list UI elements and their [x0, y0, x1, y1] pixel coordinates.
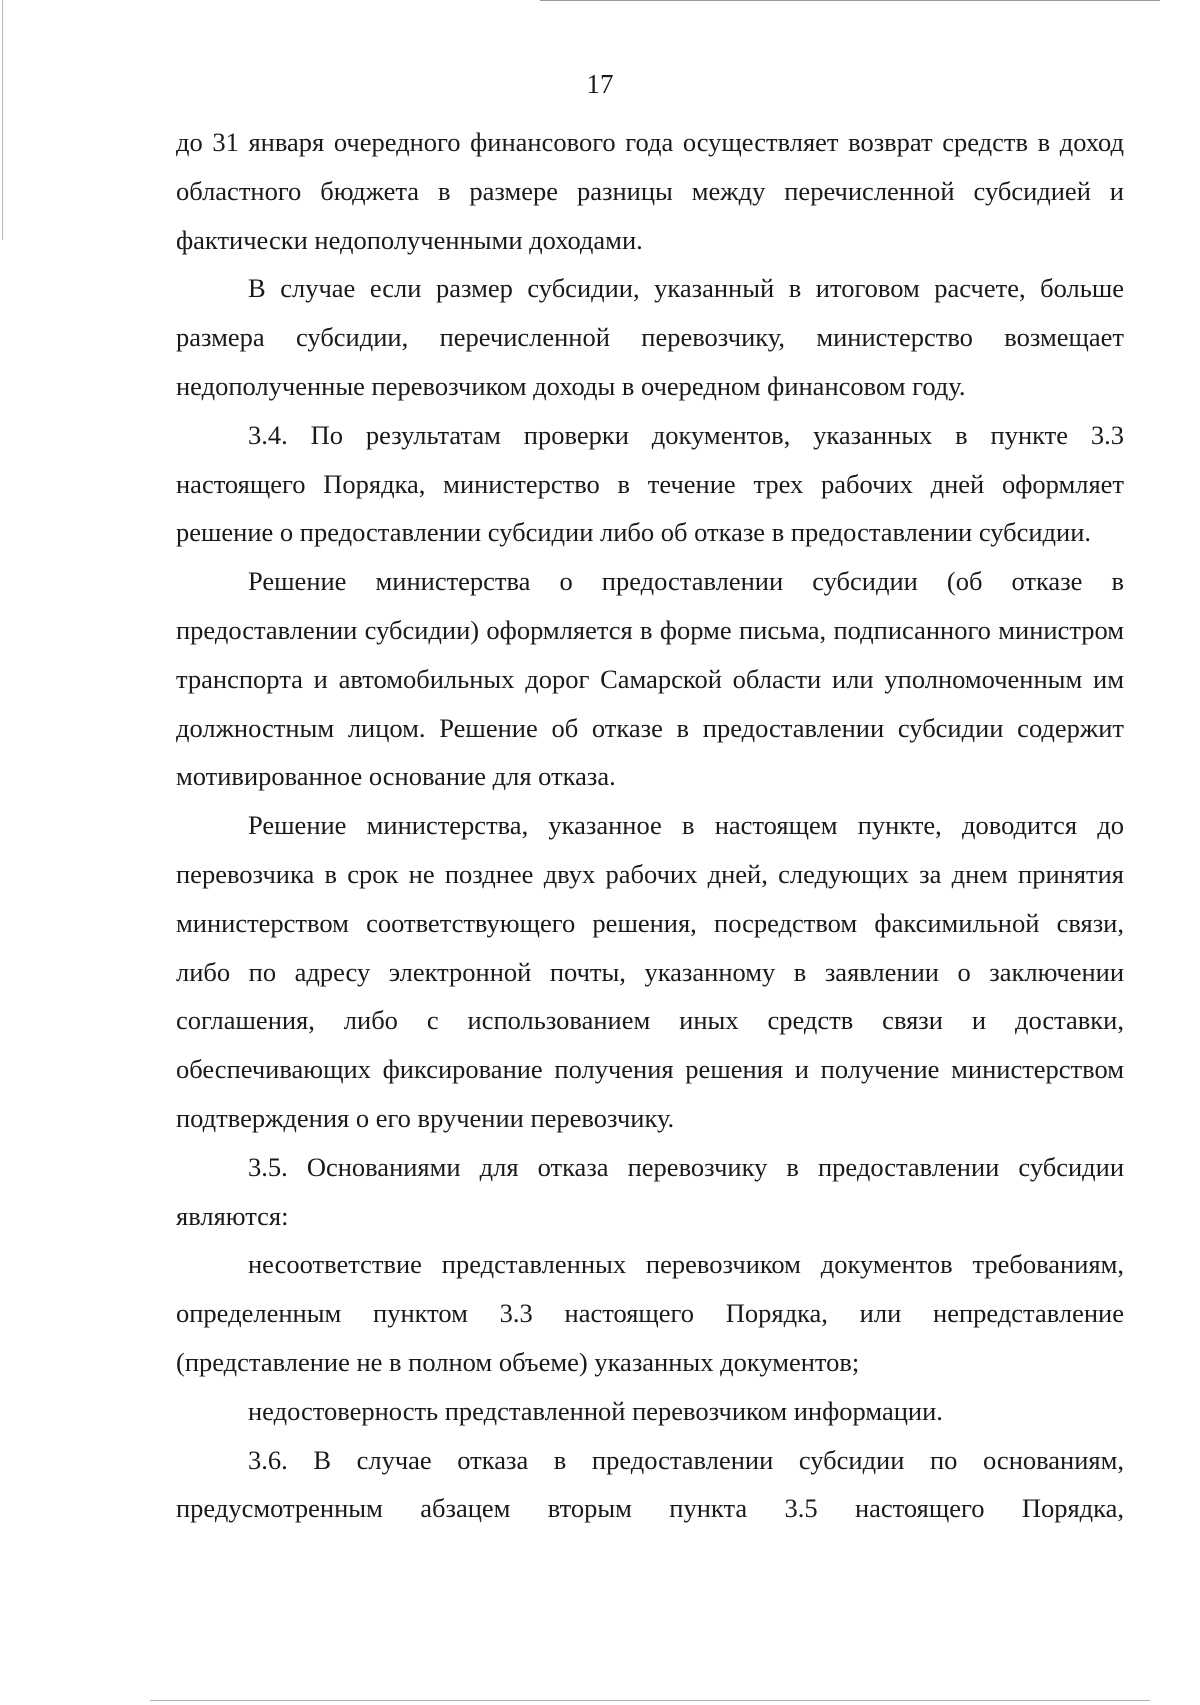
- document-body: [176, 118, 1124, 1533]
- paragraph-3-4: 3.4. По результатам проверки документов, указанных в пункте 3.3 настоящего Порядка, министерство в течение трех рабочих дней оформляет решение о предоставлении субсидии либо об отказе в предоставлении субсидии.: [176, 419, 1124, 548]
- paragraph-3-5: 3.5. Основаниями для отказа перевозчику в предоставлении субсидии являются:: [176, 1151, 1124, 1231]
- paragraph-decision-form: Решение министерства о предоставлении субсидии (об отказе в предоставлении субсидии) оформляется в форме письма, подписанного министром транспорта и автомобильных дорог Самарской области или уполномоченным им должностным лицом. Решение об отказе в предоставлении субсидии содержит мотивированное основание для отказа.: [176, 566, 1124, 792]
- paragraph-refund-deadline: до 31 января очередного финансового года осуществляет возврат средств в доход областного бюджета в размере разницы между перечисленной субсидией и фактически недополученными доходами.: [176, 127, 1124, 255]
- scan-edge-bottom: [150, 1700, 1150, 1701]
- page-number: 17: [586, 69, 614, 99]
- paragraph-3-6: 3.6. В случае отказа в предоставлении субсидии по основаниям, предусмотренным абзацем вторым пункта 3.5 настоящего Порядка,: [176, 1444, 1124, 1524]
- paragraph-compensation: В случае если размер субсидии, указанный в итоговом расчете, больше размера субсидии, перечисленной перевозчику, министерство возмещает недополученные перевозчиком доходы в очередном финансовом году.: [176, 273, 1124, 401]
- paragraph-decision-delivery: Решение министерства, указанное в настоящем пункте, доводится до перевозчика в срок не позднее двух рабочих дней, следующих за днем принятия министерством соответствующего решения, посредством факсимильной связи, либо по адресу электронной почты, указанному в заявлении о заключении соглашения, либо с использованием иных средств связи и доставки, обеспечивающих фиксирование получения решения и получение министерством подтверждения о его вручении перевозчику.: [176, 810, 1124, 1133]
- scan-edge-top: [540, 0, 1160, 1]
- paragraph-ground-inaccuracy: недостоверность представленной перевозчиком информации.: [248, 1395, 943, 1426]
- scan-edge-left: [2, 0, 3, 240]
- paragraph-ground-nonconformity: несоответствие представленных перевозчиком документов требованиям, определенным пунктом 3.3 настоящего Порядка, или непредставление (представление не в полном объеме) указанных документов;: [176, 1249, 1124, 1377]
